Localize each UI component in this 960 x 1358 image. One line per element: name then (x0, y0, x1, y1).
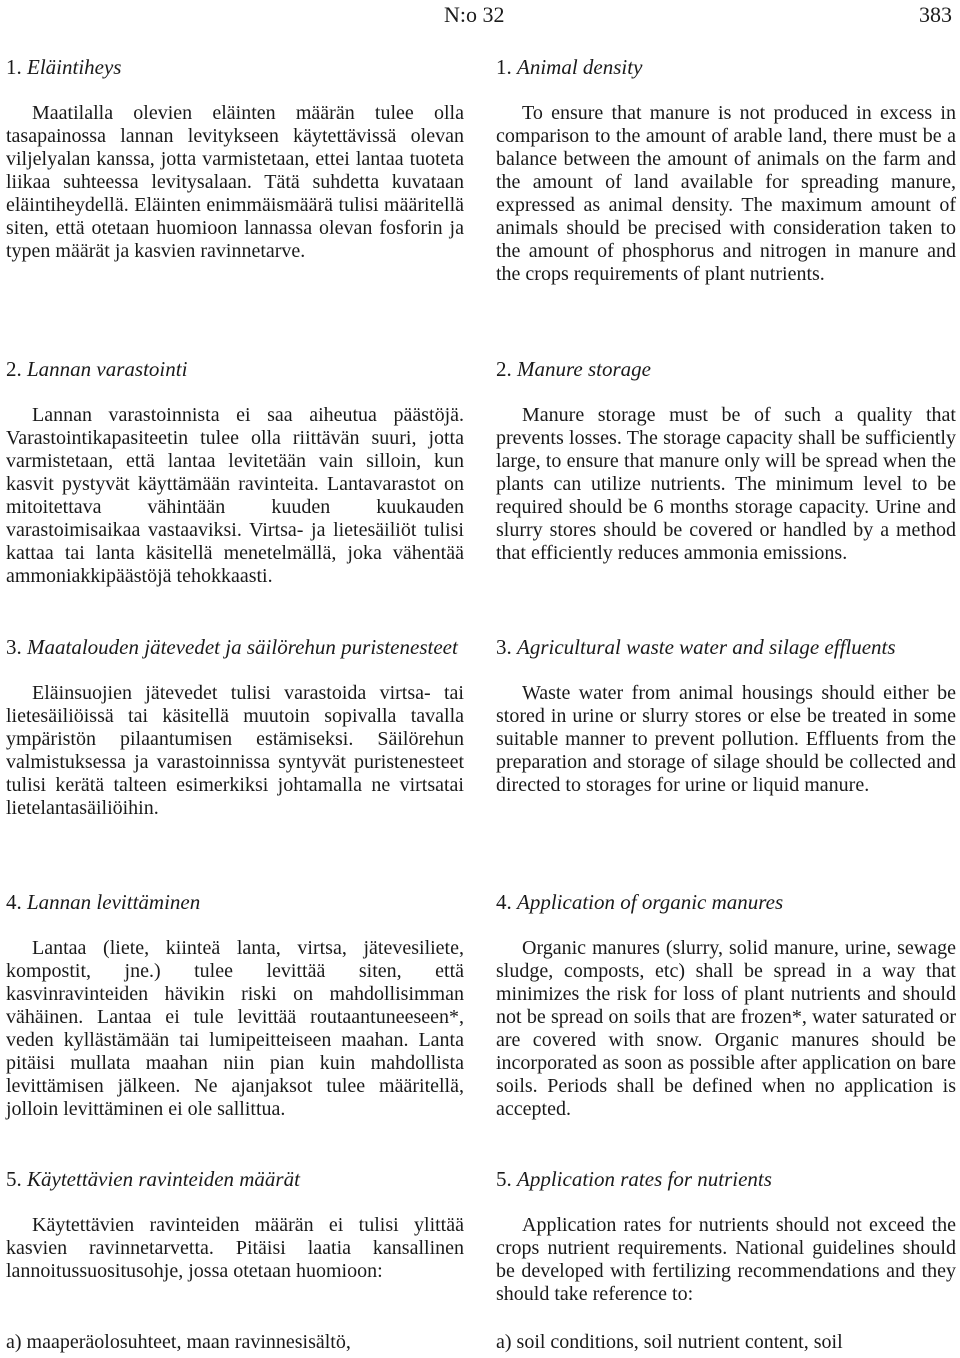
en-section-5-text: Application rates for nutrients should not exceed the crops nutrient requirements. National guidelines should be developed with fertilizing recommendations and they should take reference to: (496, 1214, 956, 1305)
fi-section-3 (6, 636, 464, 820)
fi-section-2 (6, 358, 464, 588)
en-section-5 (496, 1168, 956, 1306)
page-header (0, 0, 960, 40)
en-section-4-text: Organic manures (slurry, solid manure, urine, sewage sludge, composts, etc) shall be spread in a way that minimizes the risk for loss of plant nutrients and should not be spread on soils that are frozen*, water saturated or are covered with snow. Organic manures should be incorporated as soon as possible after application on bare soils. Periods shall be defined when no application is accepted. (496, 937, 956, 1120)
fi-section-1-text: Maatilalla olevien eläinten määrän tulee olla tasapainossa lannan levitykseen käytettävissä olevan viljelyalan kanssa, jotta varmistetaan, ettei lantaa tuoteta liikaa suhteessa levitysalaan. Tätä suhdetta kuvataan eläintiheydellä. Eläinten enimmäismäärä tulisi määritellä siten, että otetaan huomioon lannassa olevan fosforin ja typen määrät ja kasvien ravinnetarve. (6, 102, 464, 262)
en-section-4-heading: 4. Application of organic manures (496, 890, 784, 914)
en-section-3-text: Waste water from animal housings should either be stored in urine or slurry stores or else be treated in some suitable manner to prevent pollution. Effluents from the preparation and storage of silage should be collected and directed to storages for urine or liquid manure. (496, 682, 956, 796)
issue-number: N:o 32 (444, 2, 505, 27)
en-section-3 (496, 636, 956, 797)
fi-section-1-heading: 1. Eläintiheys (6, 55, 122, 79)
en-section-4 (496, 891, 956, 1121)
en-list-item-a: a) soil conditions, soil nutrient content, soil (496, 1331, 843, 1353)
fi-section-3-text: Eläinsuojien jätevedet tulisi varastoida virtsa- tai lietesäiliöissä tai käsitellä muutoin sopivalla tavalla ympäristön pilaantumisen estämiseksi. Säilörehun valmistuksessa ja varastoinnissa syntyvät puristenesteet tulisi kerätä talteen esimerkiksi johtamalla ne virtsatai lietelantasäiliöihin. (6, 682, 464, 819)
page-number: 383 (919, 2, 952, 27)
fi-section-2-text: Lannan varastoinnista ei saa aiheutua päästöjä. Varastointikapasiteetin tulee olla riittävän suuri, jotta varmistetaan, että lantaa levitetään vain silloin, kun kasvit pystyvät käyttämään ravinteita. Lantavarastot on mitoitettava vähintään kuuden kuukauden varastoimisaikaa vastaaviksi. Virtsa- ja lietesäiliöt tulisi kattaa tai lanta käsitellä menetelmällä, joka vähentää ammoniakkipäästöjä tehokkaasti. (6, 404, 464, 587)
en-section-3-heading: 3. Agricultural waste water and silage effluents (496, 635, 896, 659)
fi-section-4-text: Lantaa (liete, kiinteä lanta, virtsa, jätevesiliete, kompostit, jne.) tulee levittää siten, että kasvinravinteiden hävikin riski on mahdollisimman vähäinen. Lantaa ei tule levittää routaantuneeseen*, veden kyllästämään tai lumipeitteiseen maahan. Lanta pitäisi mullata maahan niin pian kuin mahdollista levittämisen jälkeen. Ne ajanjaksot tulee määritellä, jolloin levittäminen ei ole sallittua. (6, 937, 464, 1120)
en-section-5-heading: 5. Application rates for nutrients (496, 1167, 772, 1191)
fi-section-5-heading: 5. Käytettävien ravinteiden määrät (6, 1167, 300, 1191)
en-section-2-text: Manure storage must be of such a quality that prevents losses. The storage capacity shall be sufficiently large, to ensure that manure only will be spread when the plants can utilize nutrients. The minimum level to be required should be 6 months storage capacity. Urine and slurry stores should be covered or handled by a method that efficiently reduces ammonia emissions. (496, 404, 956, 564)
fi-section-4-heading: 4. Lannan levittäminen (6, 890, 201, 914)
fi-section-5-text: Käytettävien ravinteiden määrän ei tulisi ylittää kasvien ravinnetarvetta. Pitäisi laatia kansallinen lannoitussuositusohje, jossa otetaan huomioon: (6, 1214, 464, 1282)
en-section-2 (496, 358, 956, 565)
fi-list-item-a: a) maaperäolosuhteet, maan ravinnesisältö, (6, 1331, 351, 1353)
fi-section-3-heading: 3. Maatalouden jätevedet ja säilörehun puristenesteet (6, 635, 458, 659)
en-section-1-text: To ensure that manure is not produced in excess in comparison to the amount of arable land, there must be a balance between the amount of animals on the farm and the amount of land available for spreading manure, expressed as animal density. The maximum amount of animals should be precised with consideration taken to the amount of phosphorus and nitrogen in manure and the crops requirements of plant nutrients. (496, 102, 956, 285)
en-section-1 (496, 56, 956, 286)
en-section-2-heading: 2. Manure storage (496, 357, 651, 381)
fi-section-1 (6, 56, 464, 263)
en-section-1-heading: 1. Animal density (496, 55, 643, 79)
fi-section-2-heading: 2. Lannan varastointi (6, 357, 188, 381)
fi-section-5 (6, 1168, 464, 1283)
fi-section-4 (6, 891, 464, 1121)
